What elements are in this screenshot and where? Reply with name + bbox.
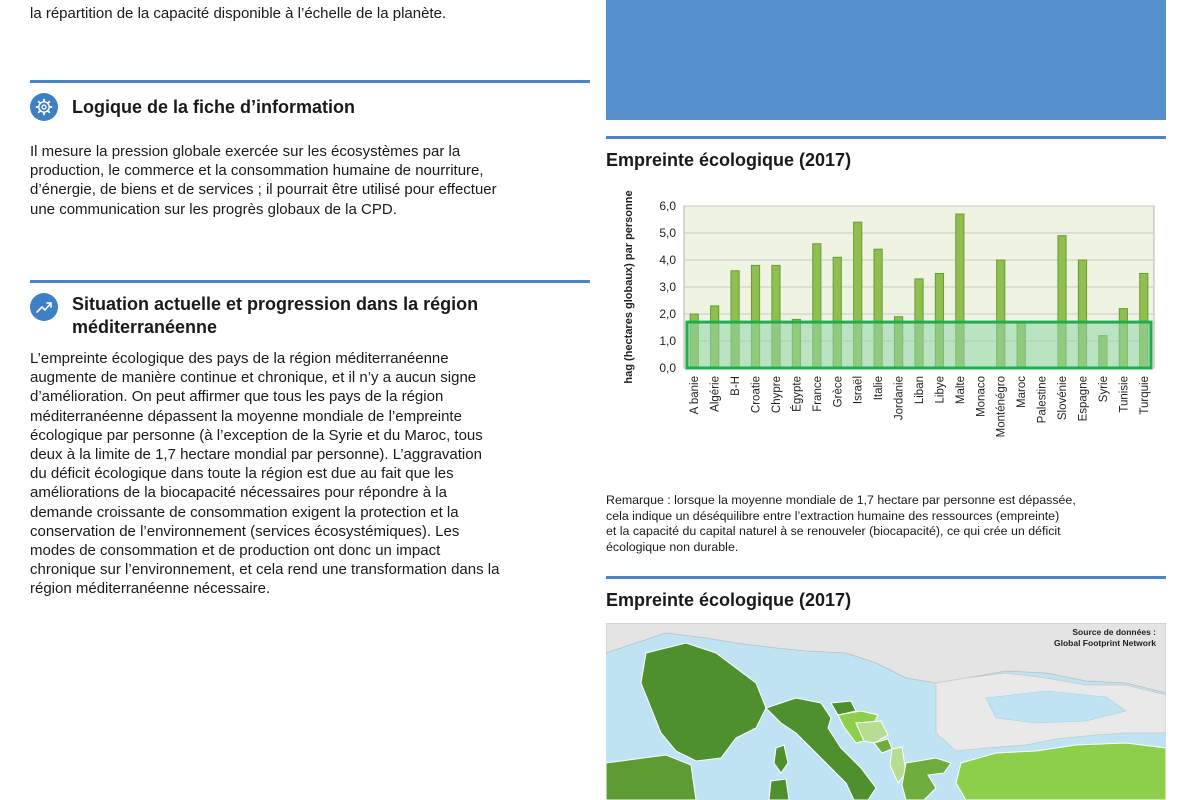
y-tick-label: 4,0 <box>659 253 676 267</box>
world-average-band <box>687 322 1151 368</box>
x-tick-label: Italie <box>873 376 886 401</box>
section-title: Logique de la fiche d’information <box>72 97 356 117</box>
x-tick-label: Égypte <box>791 376 804 412</box>
section-divider <box>30 280 590 283</box>
x-tick-label: Tunisie <box>1118 376 1131 413</box>
section-divider <box>606 576 1166 579</box>
blue-panel <box>606 0 1166 120</box>
x-tick-label: B-H <box>730 376 743 396</box>
section-header-rationale <box>30 93 355 121</box>
x-tick-label: Grèce <box>832 376 845 408</box>
x-tick-label: Israël <box>852 376 865 405</box>
x-tick-label: Jordanie <box>893 376 906 421</box>
x-tick-label: Espagne <box>1077 376 1090 422</box>
x-tick-label: Algérie <box>709 376 722 412</box>
x-tick-label: Liban <box>914 376 926 405</box>
y-tick-label: 0,0 <box>659 361 676 375</box>
trend-up-icon <box>30 293 58 321</box>
section-body-situation: L’empreinte écologique des pays de la région méditerranéenne augmente de manière continue et chronique, et il n’y a aucun signe d’amélioration. On peut affirmer que tous les pays de la région méditerranéenne dépassent la moyenne mondiale de l’empreinte écologique par personne (à l’exception de la Syrie et du Maroc, tous deux à la limite de 1,7 hectare mondial par personne). L’aggravation du déficit écologique dans toute la région est due au fait que les améliorations de la biocapacité nécessaires pour répondre à la demande croissante de consommation exigent la protection et la conservation de l’environnement (services écosystémiques). Les modes de consommation et de production ont donc un impact chronique sur l’environnement, et cela rend une transformation dans la région méditerranéenne nécessaire. <box>30 350 500 598</box>
y-tick-label: 3,0 <box>659 280 676 294</box>
map-sardinia <box>769 779 789 800</box>
x-tick-label: Maroc <box>1016 376 1029 408</box>
y-tick-label: 1,0 <box>659 334 676 348</box>
section-title: Situation actuelle et progression dans la région méditerranéenne <box>72 294 479 337</box>
y-tick-label: 5,0 <box>659 226 676 240</box>
x-tick-label: Turquie <box>1138 376 1151 415</box>
x-tick-label: Libye <box>934 376 947 404</box>
x-tick-label: Palestine <box>1036 376 1049 424</box>
map-graphic <box>606 623 1166 800</box>
gear-icon <box>30 93 58 121</box>
x-tick-label: Malte <box>954 376 967 405</box>
map-greece <box>902 758 951 800</box>
map-corsica <box>774 745 788 773</box>
y-axis-label: hag (hectares globaux) par personne <box>623 190 635 384</box>
section-divider <box>606 136 1166 139</box>
x-tick-label: Monténégro <box>995 376 1008 438</box>
y-tick-label: 2,0 <box>659 307 676 321</box>
bar-chart <box>606 190 1166 480</box>
map-source: Source de données : Global Footprint Network <box>1054 627 1156 648</box>
chart-note: Remarque : lorsque la moyenne mondiale de 1,7 hectare par personne est dépassée, cela indique un déséquilibre entre l’extraction humaine des ressources (empreinte) et la capacité du capital naturel à se renouveler (biocapacité), ce qui crée un déficit écologique non durable. <box>606 493 1076 554</box>
map-spain <box>606 755 696 800</box>
x-tick-label: Syrie <box>1097 376 1110 403</box>
map-turkey <box>956 743 1166 800</box>
section-body-rationale: Il mesure la pression globale exercée sur les écosystèmes par la production, le commerce et la consommation humaine de nourriture, d’énergie, de biens et de services ; il pourrait être utilisé pour effectuer une communication sur les progrès globaux de la CPD. <box>30 143 497 218</box>
x-tick-label: Croatie <box>750 376 763 414</box>
x-tick-label: Chypre <box>770 376 783 414</box>
section-header-situation <box>30 293 478 339</box>
y-tick-label: 6,0 <box>659 199 676 213</box>
x-tick-label: Monaco <box>975 376 988 417</box>
map-france <box>641 643 766 761</box>
chart-title: Empreinte écologique (2017) <box>606 150 852 170</box>
section-divider <box>30 80 590 83</box>
map-title: Empreinte écologique (2017) <box>606 590 852 610</box>
footprint-map <box>606 623 1166 800</box>
x-tick-label: Slovénie <box>1057 376 1070 421</box>
x-tick-label: France <box>811 376 824 412</box>
intro-text-tail: la répartition de la capacité disponible à l’échelle de la planète. <box>30 5 447 22</box>
x-tick-label: A banie <box>689 376 702 415</box>
